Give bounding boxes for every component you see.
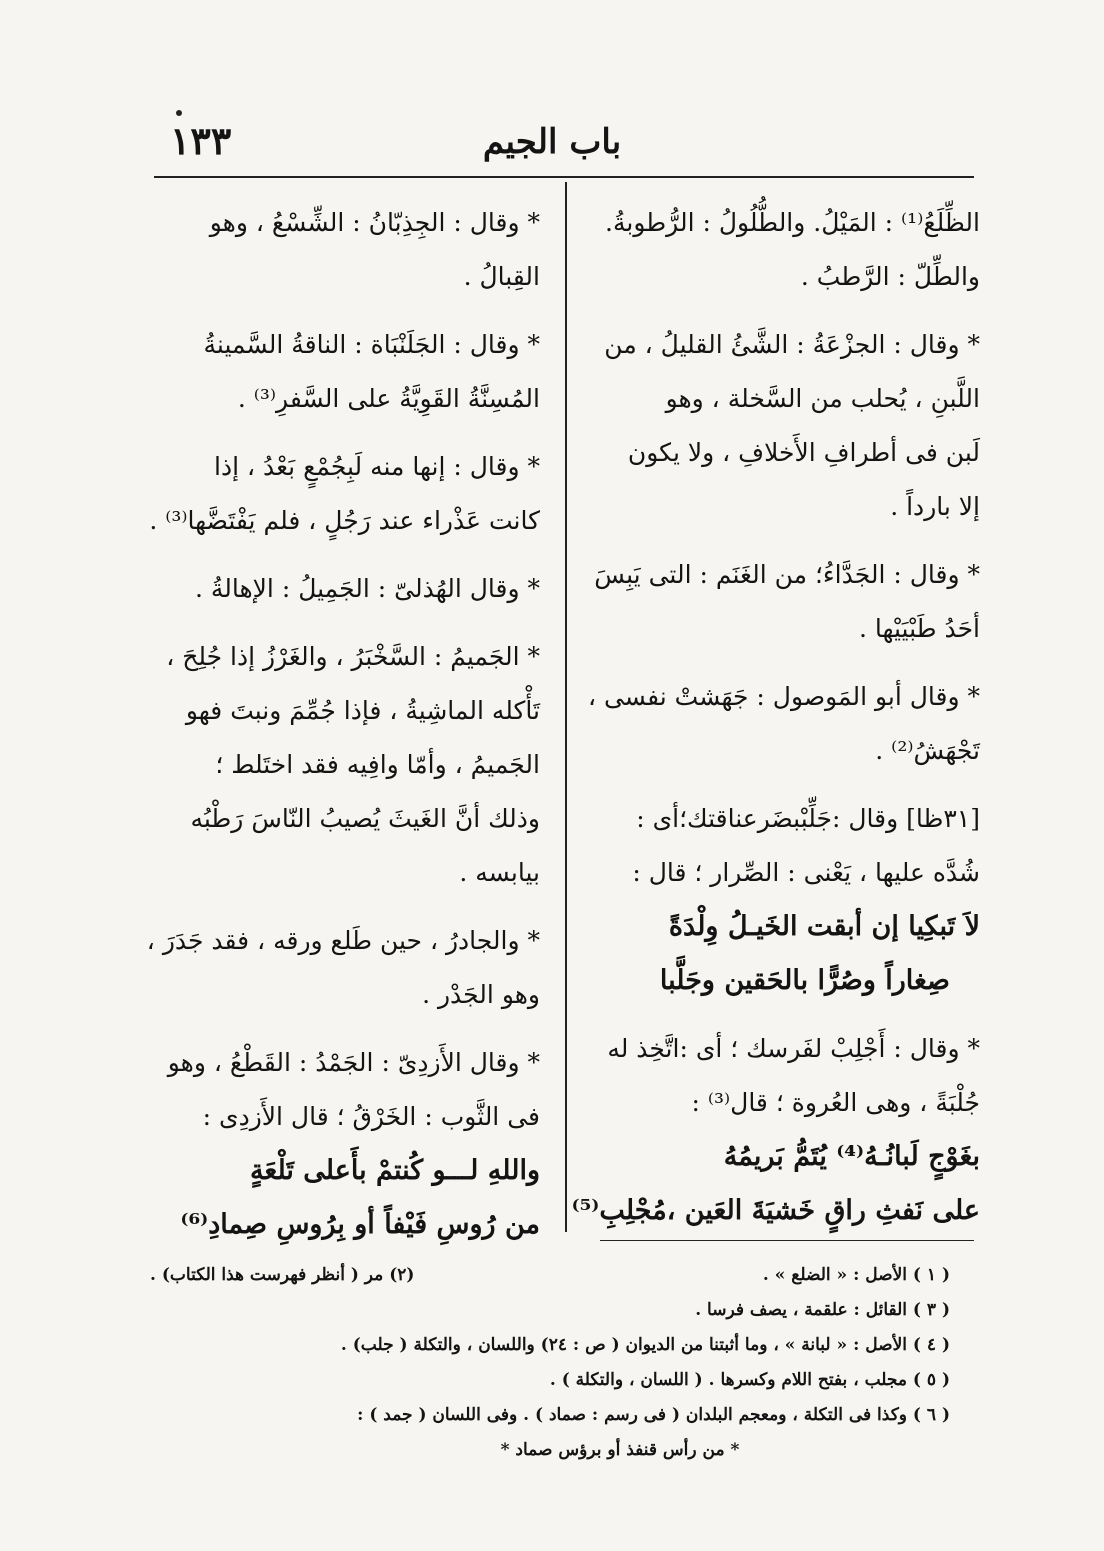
entry-line: * وقال الهُذلىّ : الجَمِيلُ : الإهالةُ . [194, 574, 540, 603]
entry [150, 630, 540, 900]
entry-line: الظِّلَعُ⁽¹⁾ : المَيْلُ. والطُّلُولُ : الرُّطوبةُ. [605, 208, 980, 237]
entry-line: تَجْهَشُ⁽²⁾ . [875, 736, 980, 765]
footnote-4: ( ٤ ) الأصل : « لبانة » ، وما أثبتنا من الديوان ( ص : ٢٤) واللسان ، والتكلة ( جلب) . [340, 1335, 950, 1355]
entry [150, 1036, 540, 1252]
entry-line: وذلك أنَّ الغَيثَ يُصيبُ النّاسَ رَطْبُه [190, 804, 540, 833]
footnotes [150, 1258, 950, 1468]
entry-line: * وقال : إنها منه لَبِجُمْعٍ بَعْدُ ، إذا [214, 452, 540, 481]
footnote-1: ( ١ ) الأصل : « الضلع » . [762, 1265, 950, 1285]
entry [150, 440, 540, 548]
verse-line: واللهِ لـــو كُنتمْ بأَعلى تَلْعَةٍ [249, 1155, 540, 1186]
entry [150, 318, 540, 426]
entry [585, 670, 980, 778]
entry-line: جُلْبَةً ، وهى العُروة ؛ قال⁽³⁾ : [691, 1088, 980, 1117]
entry-line: * وقال أبو المَوصول : جَهَشتْ نفسى ، [587, 682, 980, 711]
entry-line: * وقال : الجَلَنْبَاة : الناقةُ السَّمينةُ [203, 330, 540, 359]
right-column [571, 196, 980, 1252]
entry-line: * وقال : الجَدَّاءُ؛ من الغَنَم : التى يَبِسَ [594, 560, 980, 589]
entry-line: اللَّبنِ ، يُحلب من السَّخلة ، وهو [665, 384, 980, 413]
entry-line: بيابسه . [459, 858, 540, 887]
entry-line: * وقال : الجِذِبّانُ : الشِّسْعُ ، وهو [209, 208, 540, 237]
footnote-row [150, 1258, 950, 1293]
entry-line: * وقال الأَزدِىّ : الجَمْدُ : القَطْعُ ، وهو [167, 1048, 540, 1077]
verse-line: على نَفثِ راقٍ خَشيَةَ العَين ،مُجْلِبِ⁽⁵⁾ [571, 1195, 980, 1226]
footnote-rule [600, 1240, 974, 1241]
entry-line: لَبن فى أطرافِ الأَخلافِ ، ولا يكون [627, 438, 980, 467]
entry-line: أحَدُ طَبْيَيْها . [858, 614, 980, 643]
verse-line: لاَ تَبكِيا إن أبقت الخَيـلُ وِلْدَةً [668, 911, 980, 942]
entry [150, 562, 540, 616]
entry-line: إلا بارداً . [890, 492, 980, 521]
entry-line: كانت عَذْراء عند رَجُلٍ ، فلم يَفْتَضَّها⁽³⁾ . [149, 506, 540, 535]
left-column [146, 196, 540, 1266]
verse-line: بغَوْجٍ لَبانُـهُ⁽⁴⁾ يُتَمُّ بَريمُهُ [723, 1141, 980, 1172]
verse-line: من رُوسِ فَيْفاً أو بِرُوسِ صِمادِ⁽⁶⁾ [180, 1209, 540, 1240]
entry-line: وهو الجَدْر . [422, 980, 540, 1009]
footnote-3: ( ٣ ) القائل : علقمة ، يصف فرسا . [695, 1300, 950, 1320]
column-divider [565, 182, 567, 1232]
footnote-2: (٢) مر ( أنظر فهرست هذا الكتاب) . [150, 1265, 415, 1285]
entry [150, 196, 540, 304]
entry [585, 196, 980, 304]
entry-line: * الجَميمُ : السَّخْبَرُ ، والغَرْزُ إذا جُلِحَ ، [166, 642, 540, 671]
entry-line: * والجادرُ ، حين طَلع ورقه ، فقد جَدَرَ ، [146, 926, 540, 955]
entry [585, 548, 980, 656]
entry-line: القِبالُ . [463, 262, 540, 291]
entry-line: المُسِنَّةُ القَوِيَّةُ على السَّفرِ⁽³⁾ . [237, 384, 540, 413]
entry [585, 318, 980, 534]
entry-line: [٣١ظا] وقال :جَلِّبْبضَرعناقتك؛أى : [636, 804, 980, 833]
entry-line: الجَميمُ ، وأمّا وافِيه فقد اختَلط ؛ [215, 750, 540, 779]
entry-line: شُدَّه عليها ، يَعْنى : الصِّرار ؛ قال : [632, 858, 980, 887]
entry-line: فى الثَّوب : الخَرْقُ ؛ قال الأَزدِى : [202, 1102, 540, 1131]
page-dot-mark [176, 110, 182, 116]
entry [146, 914, 540, 1022]
entry-line: تَأْكله الماشِيةُ ، فإذا جُمِّمَ ونبتَ فهو [185, 696, 540, 725]
entry-line: * وقال : الجزْعَةُ : الشَّئُ القليلُ ، من [604, 330, 980, 359]
footnote-6-verse: * من رأس قنفذ أو برؤس صماد * [500, 1440, 740, 1460]
footnote-6: ( ٦ ) وكذا فى التكلة ، ومعجم البلدان ( فى رسم : صماد ) . وفى اللسان ( جمد ) : [357, 1405, 950, 1425]
running-head: باب الجيم [482, 122, 622, 162]
page-number: ١٣٣ [170, 118, 232, 163]
entry [571, 1022, 980, 1238]
verse-line: صِغاراً وصُرًّا بالحَقين وجَلَّبا [659, 965, 950, 996]
entry [585, 792, 980, 1008]
entry-line: * وقال : أَجْلِبْ لفَرسك ؛ أى :اتَّخِذ له [607, 1034, 980, 1063]
entry-line: والطِّلّ : الرَّطبُ . [800, 262, 980, 291]
header-rule [154, 176, 974, 178]
footnote-5: ( ٥ ) مجلب ، بفتح اللام وكسرها . ( اللسان ، والتكلة ) . [549, 1370, 950, 1390]
